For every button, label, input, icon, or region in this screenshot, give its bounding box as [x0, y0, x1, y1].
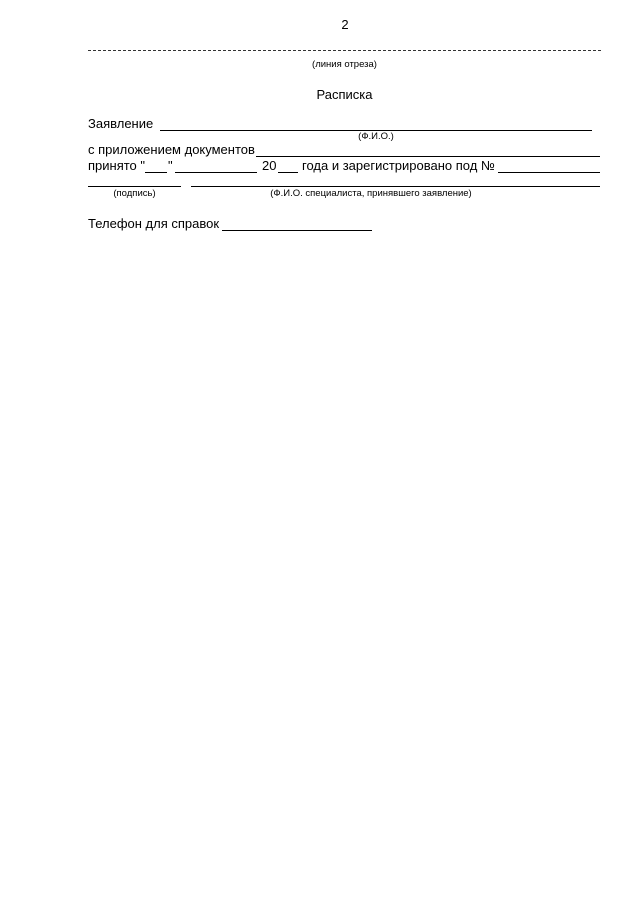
receipt-title: Расписка — [316, 87, 373, 102]
specialist-caption: (Ф.И.О. специалиста, принявшего заявление) — [270, 188, 472, 199]
accepted-year-field[interactable] — [278, 172, 298, 173]
specialist-name-field[interactable] — [191, 186, 600, 187]
quote-close: " — [168, 158, 173, 173]
statement-label: Заявление — [88, 116, 154, 131]
accepted-month-field[interactable] — [175, 172, 257, 173]
registered-label: года и зарегистрировано под № — [302, 158, 495, 173]
attachments-label: с приложением документов — [88, 142, 255, 157]
accepted-day-field[interactable] — [145, 172, 167, 173]
registration-number-field[interactable] — [498, 172, 600, 173]
year-prefix: 20 — [262, 158, 277, 173]
signature-caption: (подпись) — [113, 188, 156, 199]
page-number: 2 — [341, 17, 349, 32]
accepted-label: принято " — [88, 158, 146, 173]
phone-field[interactable] — [222, 230, 372, 231]
cut-line — [88, 50, 601, 51]
fio-caption: (Ф.И.О.) — [358, 131, 394, 142]
attachments-field[interactable] — [256, 156, 600, 157]
cut-line-caption: (линия отреза) — [312, 59, 377, 70]
signature-field[interactable] — [88, 186, 181, 187]
phone-label: Телефон для справок — [88, 216, 220, 231]
